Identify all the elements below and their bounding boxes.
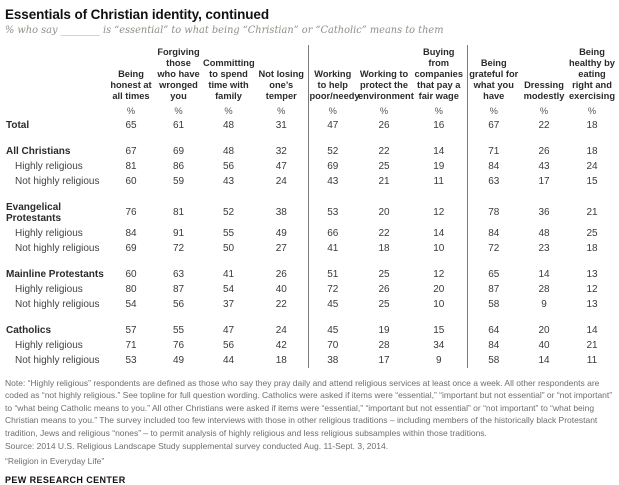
column-header: Being honest at all times — [110, 68, 152, 101]
value-cell: 47 — [275, 160, 287, 172]
value-cell: 14 — [433, 145, 445, 157]
value-cell: 67 — [125, 145, 137, 157]
value-cell: 59 — [172, 175, 185, 187]
value-cell: 45 — [308, 297, 357, 312]
value-cell: 23 — [538, 242, 550, 254]
value-cell: 55 — [172, 324, 185, 336]
row-label: Highly religious — [15, 283, 83, 295]
report-title: “Religion in Everyday Life” — [5, 455, 105, 466]
column-header-row — [5, 45, 616, 104]
value-cell: 43 — [222, 175, 235, 187]
value-cell: 87 — [172, 283, 185, 295]
unit-row — [5, 104, 616, 118]
value-cell: 36 — [538, 207, 550, 219]
value-cell: 56 — [222, 160, 235, 172]
value-cell: 14 — [538, 268, 550, 280]
value-cell: 66 — [308, 226, 357, 241]
value-cell: 56 — [172, 298, 185, 310]
value-cell: 28 — [378, 339, 390, 351]
value-cell: 24 — [275, 324, 287, 336]
value-cell: 22 — [378, 145, 390, 157]
unit-cell: % — [224, 105, 233, 116]
value-cell: 65 — [125, 119, 137, 131]
value-cell: 70 — [308, 338, 357, 353]
value-cell: 51 — [308, 256, 357, 282]
value-cell: 14 — [433, 227, 445, 239]
table-row — [5, 256, 616, 282]
value-cell: 9 — [541, 298, 547, 310]
row-label: Mainline Protestants — [6, 268, 104, 280]
value-cell: 21 — [586, 339, 598, 351]
value-cell: 14 — [586, 324, 598, 336]
value-cell: 76 — [172, 339, 185, 351]
value-cell: 18 — [586, 242, 598, 254]
value-cell: 24 — [586, 160, 598, 172]
value-cell: 31 — [275, 119, 287, 131]
column-header: Buying from companies that pay a fair wage — [414, 47, 464, 101]
value-cell: 15 — [586, 175, 598, 187]
value-cell: 25 — [378, 160, 390, 172]
value-cell: 53 — [308, 189, 357, 226]
table-row — [5, 241, 616, 256]
value-cell: 91 — [172, 227, 185, 239]
value-cell: 48 — [222, 119, 235, 131]
value-cell: 10 — [433, 298, 445, 310]
row-label: Catholics — [6, 324, 52, 336]
table-row — [5, 226, 616, 241]
value-cell: 25 — [378, 298, 390, 310]
column-header: Forgiving those who have wronged you — [157, 47, 200, 101]
row-label: All Christians — [6, 145, 71, 157]
value-cell: 67 — [467, 118, 520, 133]
column-header: Working to protect the environment — [358, 68, 414, 101]
value-cell: 21 — [378, 175, 390, 187]
value-cell: 17 — [378, 354, 390, 366]
org-name: PEW RESEARCH CENTER — [5, 474, 126, 485]
column-header: Dressing modestly — [523, 79, 565, 101]
value-cell: 25 — [586, 227, 598, 239]
value-cell: 26 — [538, 145, 550, 157]
value-cell: 76 — [125, 207, 137, 219]
value-cell: 48 — [222, 145, 235, 157]
table-row — [5, 297, 616, 312]
value-cell: 19 — [433, 160, 445, 172]
value-cell: 18 — [586, 145, 598, 157]
value-cell: 58 — [467, 353, 520, 368]
value-cell: 64 — [467, 312, 520, 338]
value-cell: 69 — [125, 242, 137, 254]
value-cell: 18 — [378, 242, 390, 254]
value-cell: 21 — [586, 207, 598, 219]
unit-cell: % — [126, 105, 136, 116]
corner-cell — [5, 45, 107, 104]
value-cell: 72 — [308, 282, 357, 297]
row-label: Highly religious — [15, 160, 83, 172]
value-cell: 43 — [538, 160, 550, 172]
row-label: Not highly religious — [15, 175, 100, 187]
value-cell: 54 — [125, 298, 137, 310]
unit-cell: % — [308, 104, 357, 118]
value-cell: 86 — [172, 160, 185, 172]
value-cell: 65 — [467, 256, 520, 282]
value-cell: 58 — [467, 297, 520, 312]
table-row — [5, 282, 616, 297]
value-cell: 22 — [538, 119, 550, 131]
value-cell: 16 — [433, 119, 445, 131]
value-cell: 12 — [433, 268, 445, 280]
row-label: Highly religious — [15, 339, 83, 351]
value-cell: 48 — [538, 227, 550, 239]
value-cell: 52 — [222, 207, 235, 219]
value-cell: 81 — [172, 207, 185, 219]
value-cell: 87 — [467, 282, 520, 297]
value-cell: 78 — [467, 189, 520, 226]
value-cell: 20 — [378, 207, 390, 219]
value-cell: 40 — [538, 339, 550, 351]
value-cell: 26 — [378, 283, 390, 295]
value-cell: 84 — [467, 226, 520, 241]
value-cell: 11 — [586, 354, 598, 366]
source-line: Source: 2014 U.S. Religious Landscape Study supplemental survey conducted Aug. 11-Sept. 3, 2014. — [5, 441, 389, 452]
table-row — [5, 174, 616, 189]
value-cell: 11 — [433, 175, 444, 187]
row-label: Total — [6, 119, 30, 131]
value-cell: 81 — [125, 160, 137, 172]
value-cell: 84 — [467, 338, 520, 353]
row-label: Evangelical Protestants — [6, 201, 62, 224]
value-cell: 20 — [433, 283, 445, 295]
value-cell: 18 — [275, 354, 287, 366]
value-cell: 42 — [275, 339, 287, 351]
value-cell: 69 — [308, 159, 357, 174]
value-cell: 37 — [222, 298, 235, 310]
table-row — [5, 133, 616, 159]
column-header: Committing to spend time with family — [203, 57, 255, 101]
value-cell: 25 — [378, 268, 390, 280]
essentials-table — [5, 45, 616, 368]
page-title: Essentials of Christian identity, continued — [5, 7, 269, 22]
unit-label-cell — [5, 104, 107, 118]
value-cell: 26 — [275, 268, 287, 280]
row-label: Highly religious — [15, 227, 83, 239]
value-cell: 12 — [433, 207, 445, 219]
value-cell: 44 — [222, 354, 235, 366]
value-cell: 71 — [125, 339, 137, 351]
value-cell: 63 — [467, 174, 520, 189]
value-cell: 38 — [308, 353, 357, 368]
value-cell: 84 — [125, 227, 137, 239]
value-cell: 72 — [467, 241, 520, 256]
table-row — [5, 338, 616, 353]
value-cell: 84 — [467, 159, 520, 174]
value-cell: 72 — [172, 242, 185, 254]
unit-cell: % — [587, 105, 597, 116]
value-cell: 17 — [538, 175, 550, 187]
value-cell: 22 — [275, 298, 287, 310]
row-label: Not highly religious — [15, 354, 100, 366]
value-cell: 20 — [538, 324, 550, 336]
value-cell: 60 — [125, 268, 137, 280]
value-cell: 22 — [378, 227, 390, 239]
value-cell: 53 — [125, 354, 137, 366]
value-cell: 63 — [172, 268, 185, 280]
column-header: Being healthy by eating right and exercising — [569, 47, 615, 101]
value-cell: 32 — [275, 145, 287, 157]
value-cell: 43 — [308, 174, 357, 189]
value-cell: 61 — [172, 119, 185, 131]
value-cell: 18 — [586, 119, 598, 131]
value-cell: 34 — [433, 339, 445, 351]
value-cell: 14 — [538, 354, 550, 366]
unit-cell: % — [174, 105, 183, 116]
table-row — [5, 353, 616, 368]
value-cell: 10 — [433, 242, 445, 254]
unit-cell: % — [434, 105, 443, 116]
value-cell: 40 — [275, 283, 287, 295]
value-cell: 49 — [275, 227, 287, 239]
row-label: Not highly religious — [15, 298, 100, 310]
value-cell: 71 — [467, 133, 520, 159]
value-cell: 26 — [378, 119, 390, 131]
subtitle: % who say ________ is “essential” to what being “Christian” or “Catholic” means to them — [5, 25, 444, 36]
value-cell: 12 — [586, 283, 598, 295]
value-cell: 47 — [222, 324, 235, 336]
value-cell: 54 — [222, 283, 235, 295]
value-cell: 56 — [222, 339, 235, 351]
value-cell: 41 — [308, 241, 357, 256]
unit-cell: % — [539, 105, 549, 116]
column-header: Working to help poor/needy — [308, 45, 357, 104]
unit-cell: % — [379, 105, 389, 116]
value-cell: 15 — [433, 324, 445, 336]
value-cell: 45 — [308, 312, 357, 338]
value-cell: 50 — [222, 242, 235, 254]
value-cell: 52 — [308, 133, 357, 159]
value-cell: 19 — [378, 324, 390, 336]
value-cell: 47 — [308, 118, 357, 133]
row-label: Not highly religious — [15, 242, 100, 254]
table-row — [5, 312, 616, 338]
value-cell: 9 — [435, 354, 442, 366]
value-cell: 13 — [586, 298, 598, 310]
value-cell: 38 — [275, 207, 287, 219]
value-cell: 28 — [538, 283, 550, 295]
footnote: Note: “Highly religious” respondents are defined as those who say they pray daily and attend religious services at least once a week. All other respondents are coded as “not highly religious.” See topline for full question wording. Catholics were asked if items were “essential,” “important but not essential” or “not important” to “what being Catholic means to you.” All other Christians were asked if items were “essential,” “important but not essential” or “not important” to “what being Christian means to you.” The survey included too few interviews with those in other religious traditions – including members of the historically black Protestant tradition, Jews and religious “nones” – to permit analysis of highly religious and less religious subsamples within those traditions. — [5, 377, 613, 438]
column-header: Being grateful for what you have — [467, 45, 520, 104]
unit-cell: % — [277, 105, 286, 116]
value-cell: 60 — [125, 175, 137, 187]
value-cell: 57 — [125, 324, 137, 336]
value-cell: 55 — [222, 227, 235, 239]
table-row — [5, 159, 616, 174]
value-cell: 41 — [222, 268, 235, 280]
value-cell: 24 — [275, 175, 287, 187]
table-row — [5, 118, 616, 133]
value-cell: 49 — [172, 354, 185, 366]
value-cell: 27 — [275, 242, 287, 254]
value-cell: 13 — [586, 268, 598, 280]
value-cell: 80 — [125, 283, 137, 295]
value-cell: 69 — [172, 145, 185, 157]
unit-cell: % — [467, 104, 520, 118]
column-header: Not losing one’s temper — [258, 68, 304, 101]
table-row — [5, 189, 616, 226]
